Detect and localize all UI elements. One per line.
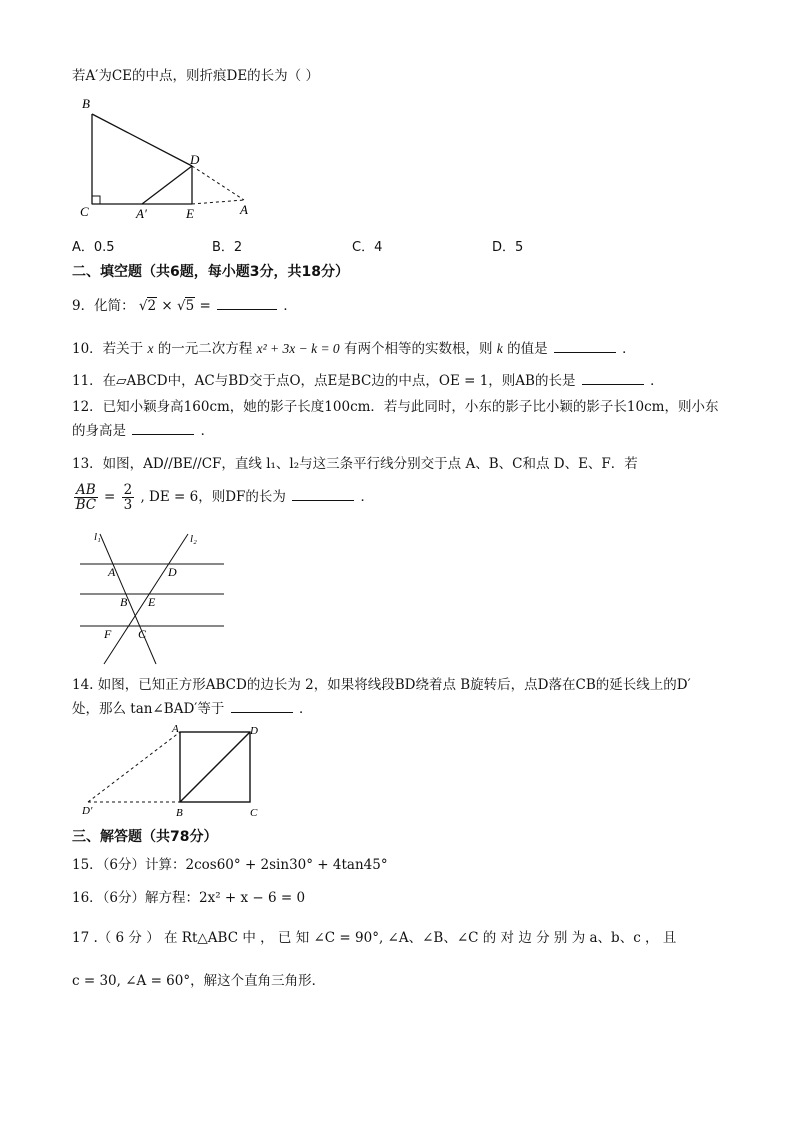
q14-dashed-ad-prime — [88, 732, 180, 802]
q14-label-c: C — [250, 807, 258, 819]
q14-answer-blank[interactable] — [231, 700, 293, 713]
q8-fold-da — [142, 166, 192, 204]
q13-frac-den: BC — [75, 497, 97, 514]
q10-equation: x² + 3x − k = 0 — [256, 341, 340, 356]
q9-prefix: 9．化简： — [72, 298, 135, 314]
q8-dashed-ea — [192, 200, 244, 204]
q12-line2-text: 的身高是 — [72, 423, 126, 439]
sqrt-symbol: √ — [138, 298, 148, 314]
q13-label-c: C — [138, 627, 147, 641]
q16: 16．（6分）解方程：2x² + x − 6 = 0 — [72, 890, 306, 906]
q13-line1: 13．如图，AD//BE//CF，直线 l₁、l₂与这三条平行线分别交于点 A、B、C和点 D、E、F．若 — [72, 456, 638, 472]
q8-side-bd — [92, 114, 192, 166]
q13-ratio-ab-bc — [74, 483, 98, 512]
q8-label-c: C — [80, 204, 89, 219]
q13-answer-blank[interactable] — [292, 488, 354, 501]
q14-line2 — [72, 697, 312, 717]
q11-text: 11．在▱ABCD中，AC与BD交于点O，点E是BC边的中点，OE = 1，则AB的长是 — [72, 373, 576, 389]
q10-suffix: ． — [622, 341, 636, 357]
q9-equals: = — [199, 298, 216, 314]
q9-answer-blank[interactable] — [217, 297, 277, 310]
q14-line1: 14. 如图，已知正方形ABCD的边长为 2，如果将线段BD绕着点 B旋转后，点D落在CB的延长线上的D′ — [72, 677, 691, 693]
q14-label-d: D — [250, 725, 258, 737]
q13-label-d: D — [168, 565, 177, 579]
q13-frac-num: AB — [76, 482, 96, 498]
q13-equals: = — [103, 489, 120, 506]
q14-label-a: A — [172, 723, 179, 735]
q8-stem: 若A′为CE的中点，则折痕DE的长为（ ） — [72, 68, 319, 84]
q12-answer-blank[interactable] — [132, 422, 194, 435]
q9-radicand-a: 2 — [147, 298, 157, 314]
q11 — [72, 369, 664, 389]
q14-suffix: ． — [298, 701, 313, 717]
q11-suffix: ． — [650, 373, 664, 389]
q13-label-l2: l₂ — [190, 533, 197, 545]
q9-radicand-b: 5 — [185, 298, 195, 314]
q10-var: x — [147, 341, 154, 356]
q13-val-den: 3 — [123, 497, 133, 514]
q10-mid: 的一元二次方程 — [157, 341, 253, 357]
sqrt-symbol: √ — [177, 298, 186, 314]
q14-label-d-prime: D′ — [82, 805, 93, 817]
q9-times: × — [161, 298, 173, 314]
q13-label-b: B — [120, 595, 128, 609]
q8-choice-d: D．5 — [492, 240, 524, 255]
q10 — [72, 337, 636, 357]
q10-answer-blank[interactable] — [554, 340, 616, 353]
q12-line2 — [72, 419, 214, 439]
q13-label-l1: l₁ — [94, 531, 101, 543]
q14-figure — [72, 722, 272, 822]
q8-label-a-prime: A′ — [136, 206, 147, 221]
q13-suffix: ． — [360, 489, 374, 506]
q13-condition: , DE = 6，则DF的长为 — [140, 489, 286, 506]
q9-suffix: ． — [283, 298, 297, 314]
q8-label-b: B — [82, 96, 90, 111]
q11-answer-blank[interactable] — [582, 372, 644, 385]
q17-line2: c = 30, ∠A = 60°，解这个直角三角形． — [72, 973, 326, 989]
q12-suffix: ． — [200, 423, 215, 439]
q8-choice-a: A．0.5 — [72, 240, 115, 255]
q10-tail: 的值是 — [507, 341, 548, 357]
q13-label-a: A — [108, 565, 116, 579]
q8-label-e: E — [186, 206, 194, 221]
q8-choice-b: B．2 — [212, 240, 243, 255]
q9 — [72, 294, 297, 314]
q8-dashed-da — [192, 166, 244, 200]
q8-choice-c: C．4 — [352, 240, 383, 255]
q13-figure — [72, 530, 232, 670]
q14-line2-text: 处，那么 tan∠BAD′等于 — [72, 701, 225, 717]
q14-diagonal-bd — [180, 732, 250, 802]
q10-rest: 有两个相等的实数根，则 — [343, 341, 493, 357]
q13-val-num: 2 — [123, 482, 133, 498]
q8-figure — [72, 92, 272, 222]
q17-line1: 17 .（ 6 分 ） 在 Rt△ABC 中 ， 已 知 ∠C = 90°, ∠A、∠B、∠C 的 对 边 分 别 为 a、b、c ， 且 — [72, 930, 677, 946]
q15: 15．（6分）计算：2cos60° + 2sin30° + 4tan45° — [72, 857, 388, 873]
q13-label-e: E — [148, 595, 156, 609]
q13-ratio-value — [122, 483, 135, 512]
q10-prefix: 10．若关于 — [72, 341, 144, 357]
q13-line2 — [72, 483, 374, 512]
q10-k: k — [496, 341, 503, 356]
q13-label-f: F — [104, 627, 112, 641]
q13-line-l2 — [104, 534, 188, 664]
q8-right-angle-mark — [92, 196, 100, 204]
q12-line1: 12．已知小颖身高160cm，她的影子长度100cm．若与此同时，小东的影子比小颖的影子长10cm，则小东 — [72, 399, 719, 415]
section-2-title: 二、填空题（共6题，每小题3分，共18分） — [72, 264, 349, 280]
q14-label-b: B — [176, 807, 183, 819]
section-3-title: 三、解答题（共78分） — [72, 829, 218, 845]
q8-label-a: A — [240, 202, 248, 217]
q8-label-d: D — [190, 152, 200, 167]
